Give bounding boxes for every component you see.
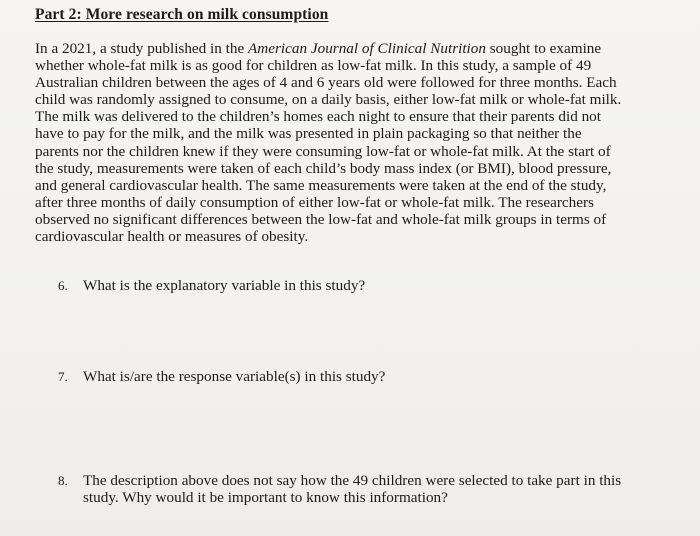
paragraph-line: the study, measurements were taken of each child’s body mass index (or BMI), blood pressure,: [35, 159, 612, 177]
paragraph-line: In a 2021, a study published in the American Journal of Clinical Nutrition sought to examine: [35, 40, 602, 57]
paragraph-line: The milk was delivered to the children’s homes each night to ensure that their parents did not: [35, 108, 602, 126]
study-description: [35, 40, 660, 245]
question-number: 8.: [58, 473, 68, 488]
journal-title: American Journal of Clinical Nutrition: [248, 40, 486, 57]
section-heading: Part 2: More research on milk consumption: [35, 6, 329, 23]
question-6: [58, 277, 365, 294]
paragraph-line: Australian children between the ages of 4 and 6 years old were followed for three months. Each: [35, 74, 617, 92]
question-text: What is/are the response variable(s) in this study?: [83, 368, 386, 385]
paragraph-line: after three months of daily consumption of either low-fat or whole-fat milk. The researchers: [35, 193, 594, 211]
paragraph-line: child was randomly assigned to consume, on a daily basis, either low-fat milk or whole-fat milk.: [35, 91, 622, 109]
paragraph-line: and general cardiovascular health. The same measurements were taken at the end of the study,: [35, 176, 607, 194]
paragraph-line: cardiovascular health or measures of obesity.: [35, 228, 309, 246]
paragraph-line: parents nor the children knew if they were consuming low-fat or whole-fat milk. At the start of: [35, 142, 611, 160]
question-7: [58, 368, 385, 385]
question-text: The description above does not say how the 49 children were selected to take part in this study. Why would it be important to know this information?: [83, 472, 622, 507]
paragraph-line: have to pay for the milk, and the milk was presented in plain packaging so that neither the: [35, 125, 582, 143]
question-number: 6.: [58, 278, 68, 293]
question-number: 7.: [58, 369, 68, 384]
paragraph-line: whether whole-fat milk is as good for children as low-fat milk. In this study, a sample of 49: [35, 57, 592, 75]
paragraph-line: observed no significant differences between the low-fat and whole-fat milk groups in terms of: [35, 210, 607, 228]
question-text: What is the explanatory variable in this study?: [83, 277, 366, 294]
question-8: [58, 472, 621, 506]
